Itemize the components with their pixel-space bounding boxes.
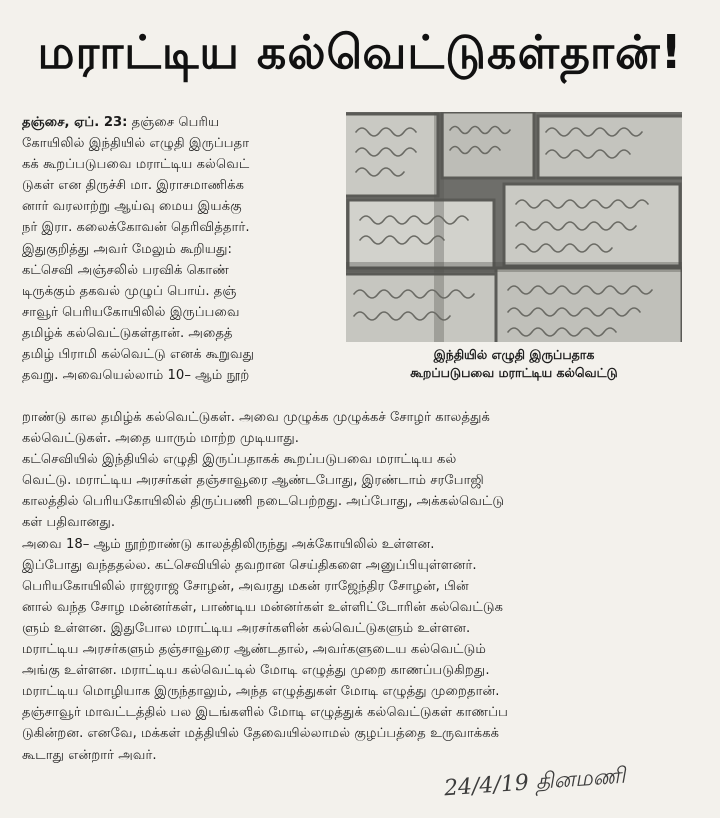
photo-caption-line: இந்தியில் எழுதி இருப்பதாக [433,347,595,362]
headline: மராட்டிய கல்வெட்டுகள்தான்! [37,25,683,79]
body-line: தவறு. அவையெல்லாம் 10– ஆம் நூற் [22,368,250,384]
article-body-full-width [22,407,712,766]
handwritten-date-note: 24/4/19 தினமணி [443,763,627,802]
body-line: இப்போது வந்ததல்ல. கட்செவியில் தவறான செய்திகளை அனுப்பியுள்ளனர். [22,557,477,573]
body-line: கல்வெட்டுகள். அதை யாரும் மாற்ற முடியாது. [22,431,300,447]
body-line: னால் வந்த சோழ மன்னர்கள், பாண்டிய மன்னர்கள் உள்ளிட்டோரின் கல்வெட்டுக [22,599,504,615]
body-line: டுகள் என திருச்சி மா. இராசமாணிக்க [22,178,245,194]
body-line: றாண்டு கால தமிழ்க் கல்வெட்டுகள். அவை முழுக்க முழுக்கச் சோழர் காலத்துக் [22,410,490,425]
body-line: கட்செவியில் இந்தியில் எழுதி இருப்பதாகக் கூறப்படுபவை மராட்டிய கல் [22,452,457,468]
body-line: மராட்டிய மொழியாக இருந்தாலும், அந்த எழுத்துகள் மோடி எழுத்து முறைதான். [22,684,500,700]
body-line: அங்கு உள்ளன. மராட்டிய கல்வெட்டில் மோடி எழுத்து முறை காணப்படுகிறது. [22,663,490,679]
body-line: அவை 18– ஆம் நூற்றாண்டு காலத்திலிருந்து அக்கோயிலில் உள்ளன. [22,536,435,552]
body-line: கள் பதிவானது. [22,515,116,531]
body-line: இதுகுறித்து அவர் மேலும் கூறியது: [22,241,232,257]
first-line [22,112,340,133]
body-line: ளும் உள்ளன. இதுபோல மராட்டிய அரசர்களின் கல்வெட்டுகளும் உள்ளன. [22,620,471,636]
body-line: நர் இரா. கலைக்கோவன் தெரிவித்தார். [22,220,250,236]
body-line: கூடாது என்றார் அவர். [22,747,157,763]
body-line: கோயிலில் இந்தியில் எழுதி இருப்பதா [22,136,250,152]
body-line: தமிழ்க் கல்வெட்டுகள்தான். அதைத் [22,325,233,341]
photo-caption-line: கூறப்படுபவை மராட்டிய கல்வெட்டு [410,365,618,380]
body-line: டுகின்றன. எனவே, மக்கள் மத்தியில் தேவையில்லாமல் குழப்பத்தை உருவாக்கக் [22,726,500,742]
body-line: தமிழ் பிராமி கல்வெட்டு எனக் கூறுவது [22,347,255,363]
article-body-beside-photo [22,112,340,386]
body-line: பெரியகோயிலில் ராஜராஜ சோழன், அவரது மகன் ராஜேந்திர சோழன், பின் [22,578,469,594]
body-line: னார் வரலாற்று ஆய்வு மைய இயக்கு [22,199,242,215]
body-line: தஞ்சாவூர் மாவட்டத்தில் பல இடங்களில் மோடி எழுத்துக் கல்வெட்டுகள் காணப்ப [22,705,508,721]
dateline: தஞ்சை, ஏப். 23: [22,115,128,130]
body-line: கக் கூறப்படுபவை மராட்டிய கல்வெட் [22,157,250,173]
body-line: சாவூர் பெரியகோயிலில் இருப்பவை [22,304,240,320]
body-line: மராட்டிய அரசர்களும் தஞ்சாவூரை ஆண்டதால், அவர்களுடைய கல்வெட்டும் [22,642,487,658]
body-line: காலத்தில் பெரியகோயிலில் திருப்பணி நடைபெற்றது. அப்போது, அக்கல்வெட்டு [22,494,505,510]
photo-caption [346,346,682,382]
body-line: டிருக்கும் தகவல் முழுப் பொய். தஞ் [22,283,237,299]
body-line: வெட்டு. மராட்டிய அரசர்கள் தஞ்சாவூரை ஆண்டபோது, இரண்டாம் சரபோஜி [22,473,484,489]
body-line: கட்செவி அஞ்சலில் பரவிக் கொண் [22,262,230,278]
body-line: தஞ்சை பெரிய [131,115,220,130]
inscription-photo [346,112,682,342]
